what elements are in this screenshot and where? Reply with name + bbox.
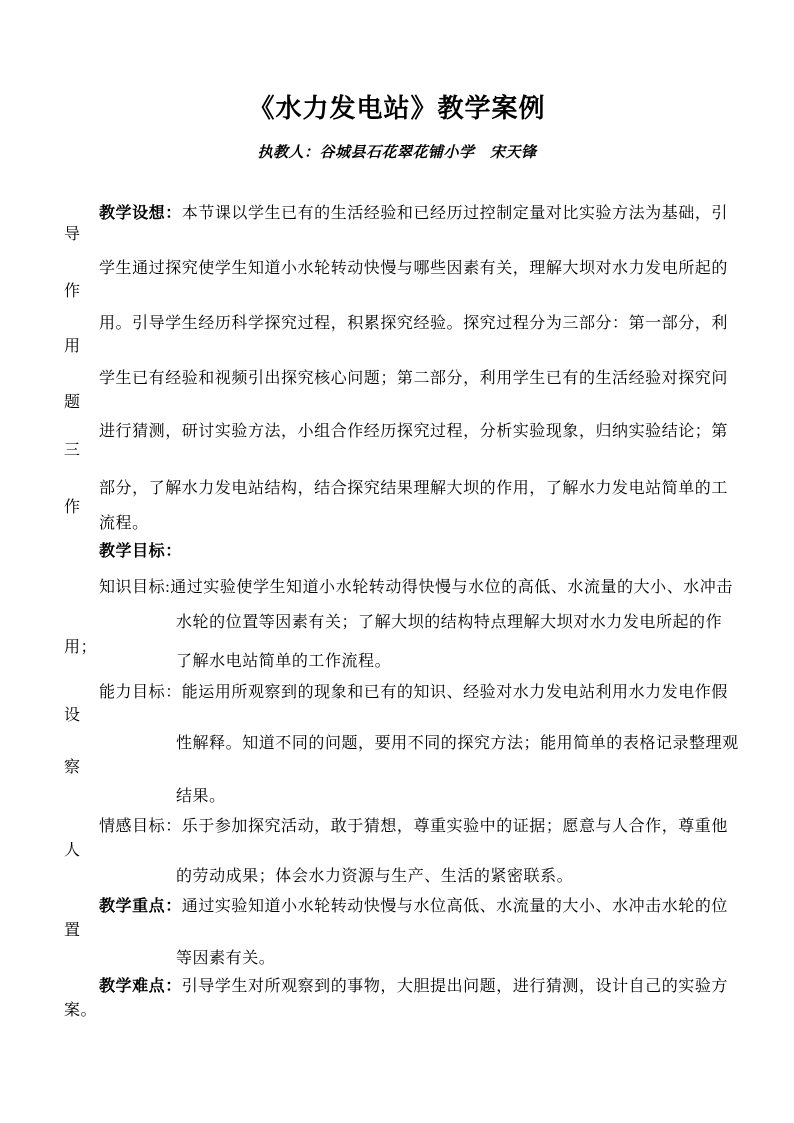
doc-line [99,421,728,443]
doc-line-margin-char [64,1000,97,1022]
line-text: 水轮的位置等因素有关；了解大坝的结构特点理解大坝对水力发电所起的作 [176,614,723,631]
line-text: 本节课以学生已有的生活经验和已经历过控制定量对比实验方法为基础，引 [181,205,728,222]
line-text: 性解释。知道不同的问题，要用不同的探究方法；能用简单的表格记录整理观 [176,735,739,752]
line-text: 用。引导学生经历科学探究过程，积累探究经验。探究过程分为三部分：第一部分，利 [99,315,728,332]
line-text: 作 [64,283,81,300]
line-text: 三 [64,442,81,459]
line-text: 察 [64,759,81,776]
line-text: 结果。 [176,788,226,805]
doc-line [99,541,182,563]
doc-line [176,733,739,755]
doc-line [176,612,722,634]
doc-line [99,478,728,500]
doc-line [99,313,728,335]
line-text: 进行猜测，研讨实验方法，小组合作经历探究过程，分析实验现象，归纳实验结论；第 [99,423,728,440]
line-text: 知识目标:通过实验使学生知道小水轮转动得快慢与水位的高低、水流量的大小、水冲击 [99,579,733,596]
doc-line-margin-char [64,392,81,414]
doc-line-margin-char [64,920,81,942]
line-text: 设 [64,707,81,724]
doc-line [99,896,728,918]
line-text: 作 [64,499,81,516]
line-text: 题 [64,394,81,411]
document-title: 《水力发电站》教学案例 [248,94,546,123]
doc-line-margin-char [64,705,81,727]
line-text: 引导学生对所观察到的事物，大胆提出问题，进行猜测，设计自己的实验方 [181,978,728,995]
doc-line [176,866,573,888]
doc-line [99,816,728,838]
line-text: 通过实验知道小水轮转动快慢与水位高低、水流量的大小、水冲击水轮的位 [181,898,728,915]
doc-line-margin-char [64,757,81,779]
doc-line [176,786,226,808]
line-text: 用 [64,338,81,355]
doc-line [176,651,391,673]
doc-line [99,577,733,599]
line-bold-label: 教学目标： [99,543,182,560]
document-byline: 执教人：谷城县石花翠花铺小学 宋天锋 [257,145,537,161]
doc-line-margin-char [64,497,81,519]
doc-line [99,203,728,225]
doc-line-margin-char [64,281,81,303]
line-text: 情感目标：乐于参加探究活动，敢于猜想，尊重实验中的证据；愿意与人合作，尊重他 [99,818,728,835]
doc-line-margin-char [64,637,97,659]
doc-line [99,976,728,998]
line-text: 等因素有关。 [176,950,276,967]
line-text: 学生已有经验和视频引出探究核心问题；第二部分，利用学生已有的生活经验对探究问 [99,370,728,387]
doc-line [99,682,728,704]
line-text: 了解水电站简单的工作流程。 [176,653,392,670]
doc-line [99,368,728,390]
line-text: 导 [64,226,81,243]
line-bold-label: 教学设想： [99,205,182,222]
line-bold-label: 教学难点： [99,978,182,995]
line-text: 能力目标：能运用所观察到的现象和已有的知识、经验对水力发电站利用水力发电作假 [99,684,728,701]
line-text: 部分，了解水力发电站结构，结合探究结果理解大坝的作用，了解水力发电站简单的工 [99,480,728,497]
line-text: 用； [64,639,98,656]
line-text: 置 [64,922,81,939]
doc-line-margin-char [64,840,81,862]
doc-line-margin-char [64,440,81,462]
line-bold-label: 教学重点： [99,898,182,915]
doc-line [99,258,728,280]
line-text: 案。 [64,1002,98,1019]
line-text: 学生通过探究使学生知道小水轮转动快慢与哪些因素有关，理解大坝对水力发电所起的 [99,260,728,277]
doc-line-margin-char [64,336,81,358]
doc-line [176,948,275,970]
line-text: 的劳动成果；体会水力资源与生产、生活的紧密联系。 [176,868,574,885]
line-text: 人 [64,842,81,859]
doc-line-margin-char [64,224,81,246]
doc-line [99,513,149,535]
line-text: 流程。 [99,515,149,532]
